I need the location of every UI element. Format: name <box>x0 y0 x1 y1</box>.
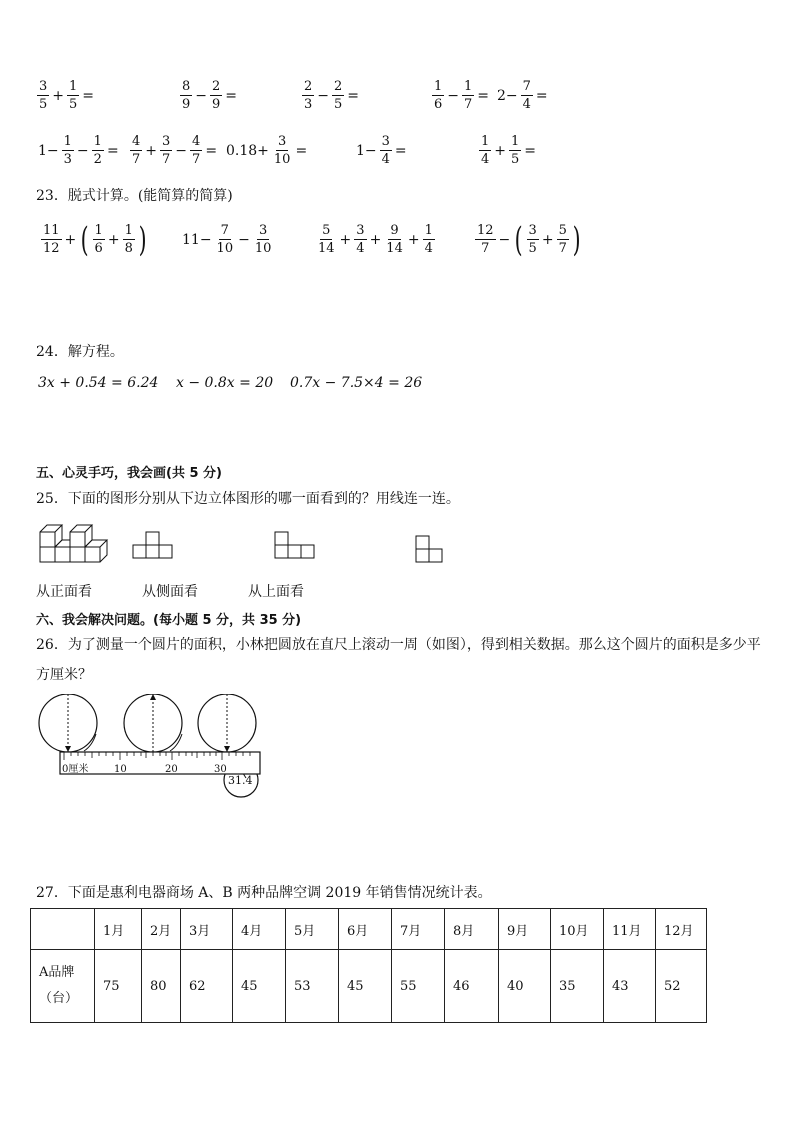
fraction <box>92 133 104 168</box>
calc-row1-3 <box>301 78 361 113</box>
operator: − <box>175 142 188 159</box>
numerator: 4 <box>192 134 201 149</box>
parenthesis: ( <box>514 219 523 260</box>
numerator: 3 <box>381 134 390 149</box>
denominator: 4 <box>522 97 531 112</box>
fraction <box>332 78 344 113</box>
fraction <box>215 222 236 257</box>
q25-label-side: 从侧面看 <box>142 584 198 600</box>
fraction <box>380 133 392 168</box>
denominator: 2 <box>93 152 102 167</box>
fraction <box>521 78 533 113</box>
section-5-heading: 五、心灵手巧，我会画(共 5 分) <box>36 466 222 481</box>
operator: − <box>195 87 208 104</box>
fraction <box>130 133 142 168</box>
q24-title: 24．解方程。 <box>36 344 124 360</box>
operator: = <box>477 87 490 104</box>
numerator: 8 <box>182 79 191 94</box>
month-cell: 8月 <box>445 909 499 950</box>
row-label-brand: A品牌 <box>39 965 75 980</box>
operator: 1− <box>38 142 59 159</box>
denominator: 10 <box>216 241 234 256</box>
denominator: 4 <box>381 152 390 167</box>
denominator: 5 <box>69 97 78 112</box>
denominator: 10 <box>273 152 291 167</box>
denominator: 4 <box>481 152 490 167</box>
operator: + <box>339 231 352 248</box>
fraction <box>180 78 192 113</box>
fraction <box>37 78 49 113</box>
denominator: 7 <box>481 241 490 256</box>
calc-row1-2 <box>179 78 239 113</box>
operator: = <box>82 87 95 104</box>
numerator: 2 <box>304 79 313 94</box>
q25-title: 25．下面的图形分别从下边立体图形的哪一面看到的？用线连一连。 <box>36 491 460 507</box>
q23-expr-2 <box>180 222 274 257</box>
view-front-figure <box>133 532 172 558</box>
calc-row2-1 <box>36 133 121 168</box>
denominator: 5 <box>334 97 343 112</box>
denominator: 8 <box>124 241 133 256</box>
month-cell: 12月 <box>656 909 707 950</box>
denominator: 3 <box>63 152 72 167</box>
denominator: 14 <box>318 241 335 256</box>
table-row <box>31 950 707 1023</box>
fraction <box>316 222 337 257</box>
q25-figures <box>36 516 456 576</box>
ruler-reading: 31.4 <box>228 774 253 787</box>
fraction <box>354 222 366 257</box>
ruler-tick-10: 10 <box>114 764 127 775</box>
sales-table <box>30 908 707 1023</box>
parenthesis: ) <box>572 219 581 260</box>
denominator: 4 <box>424 241 433 256</box>
denominator: 4 <box>356 241 365 256</box>
denominator: 7 <box>132 152 141 167</box>
fraction <box>93 222 105 257</box>
denominator: 9 <box>182 97 191 112</box>
denominator: 6 <box>434 97 443 112</box>
numerator: 3 <box>258 223 268 238</box>
q24-eq2: x − 0.8x = 20 <box>176 375 274 391</box>
fraction <box>432 78 444 113</box>
fraction <box>302 78 314 113</box>
operator: 2− <box>497 87 518 104</box>
fraction <box>41 222 62 257</box>
fraction <box>509 133 521 168</box>
solid-figure <box>40 525 107 562</box>
month-cell: 6月 <box>339 909 392 950</box>
operator: + <box>494 142 507 159</box>
q27-title: 27．下面是惠利电器商场 A、B 两种品牌空调 2019 年销售情况统计表。 <box>36 885 492 901</box>
parenthesis: ( <box>80 219 89 260</box>
denominator: 6 <box>94 241 103 256</box>
month-cell: 7月 <box>392 909 445 950</box>
numerator: 7 <box>522 79 531 94</box>
operator: 0.18+ <box>226 142 269 159</box>
view-side-figure <box>275 532 314 558</box>
calc-row2-2 <box>129 133 219 168</box>
table-corner-cell <box>31 909 95 950</box>
operator: − <box>76 142 89 159</box>
month-cell: 1月 <box>95 909 142 950</box>
operator: + <box>64 231 77 248</box>
ruler-tick-20: 20 <box>165 764 178 775</box>
operator: + <box>145 142 158 159</box>
numerator: 1 <box>511 134 520 149</box>
value-cell: 45 <box>339 950 392 1023</box>
q25-label-front: 从正面看 <box>36 584 92 600</box>
value-cell: 75 <box>95 950 142 1023</box>
month-cell: 2月 <box>142 909 181 950</box>
row-label-unit: （台） <box>39 991 79 1006</box>
denominator: 7 <box>464 97 473 112</box>
numerator: 4 <box>132 134 141 149</box>
q23-expr-3 <box>315 222 436 257</box>
month-cell: 9月 <box>499 909 551 950</box>
operator: = <box>347 87 360 104</box>
operator: = <box>205 142 218 159</box>
fraction <box>210 78 222 113</box>
denominator: 5 <box>511 152 520 167</box>
operator: = <box>524 142 537 159</box>
denominator: 3 <box>304 97 313 112</box>
fraction <box>479 133 491 168</box>
numerator: 1 <box>93 134 102 149</box>
numerator: 11 <box>43 223 60 238</box>
fraction <box>475 222 496 257</box>
numerator: 5 <box>558 223 567 238</box>
operator: = <box>225 87 238 104</box>
q23-title: 23．脱式计算。(能简算的简算) <box>36 188 233 204</box>
q24-eq1: 3x + 0.54 = 6.24 <box>38 375 159 391</box>
operator: − <box>317 87 330 104</box>
numerator: 1 <box>481 134 490 149</box>
value-cell: 62 <box>181 950 233 1023</box>
calc-row2-5 <box>478 133 538 168</box>
operator: − <box>447 87 460 104</box>
value-cell: 80 <box>142 950 181 1023</box>
value-cell: 35 <box>551 950 604 1023</box>
operator: = <box>106 142 119 159</box>
calc-row1-5 <box>495 78 550 113</box>
fraction <box>423 222 435 257</box>
operator: + <box>369 231 382 248</box>
fraction <box>190 133 202 168</box>
numerator: 3 <box>528 223 537 238</box>
calc-row1-4 <box>431 78 491 113</box>
denominator: 14 <box>386 241 403 256</box>
numerator: 1 <box>124 223 133 238</box>
section-6-heading: 六、我会解决问题。(每小题 5 分，共 35 分) <box>36 613 302 628</box>
month-cell: 10月 <box>551 909 604 950</box>
value-cell: 53 <box>286 950 339 1023</box>
parenthesis: ) <box>138 219 147 260</box>
operator: = <box>394 142 407 159</box>
fraction <box>253 222 274 257</box>
value-cell: 45 <box>233 950 286 1023</box>
denominator: 7 <box>162 152 171 167</box>
operator: = <box>535 87 548 104</box>
ruler-tick-30: 30 <box>214 764 227 775</box>
value-cell: 55 <box>392 950 445 1023</box>
ruler-tick-0: 0厘米 <box>62 764 89 775</box>
fraction <box>557 222 569 257</box>
numerator: 1 <box>63 134 72 149</box>
numerator: 3 <box>39 79 48 94</box>
month-cell: 3月 <box>181 909 233 950</box>
calc-row2-4 <box>354 133 409 168</box>
operator: = <box>295 142 308 159</box>
month-cell: 5月 <box>286 909 339 950</box>
fraction <box>62 133 74 168</box>
fraction <box>123 222 135 257</box>
q25-label-top: 从上面看 <box>248 584 304 600</box>
denominator: 7 <box>558 241 567 256</box>
value-cell: 40 <box>499 950 551 1023</box>
value-cell: 52 <box>656 950 707 1023</box>
month-cell: 4月 <box>233 909 286 950</box>
operator: + <box>407 231 420 248</box>
denominator: 12 <box>43 241 60 256</box>
numerator: 9 <box>390 223 399 238</box>
numerator: 1 <box>69 79 78 94</box>
fraction <box>160 133 172 168</box>
q26-ruler-figure <box>36 694 266 798</box>
fraction <box>384 222 405 257</box>
fraction <box>67 78 79 113</box>
operator: 1− <box>356 142 377 159</box>
month-cell: 11月 <box>604 909 656 950</box>
row-label-cell <box>31 950 95 1023</box>
value-cell: 46 <box>445 950 499 1023</box>
operator: + <box>52 87 65 104</box>
fraction <box>527 222 539 257</box>
numerator: 2 <box>334 79 343 94</box>
fraction <box>462 78 474 113</box>
denominator: 10 <box>254 241 272 256</box>
numerator: 1 <box>464 79 473 94</box>
operator: + <box>107 231 120 248</box>
q23-expr-4 <box>474 219 583 260</box>
operator: 11− <box>182 231 212 248</box>
numerator: 3 <box>162 134 171 149</box>
q26-line2: 方厘米？ <box>36 667 92 683</box>
q26-line1: 26．为了测量一个圆片的面积，小林把圆放在直尺上滚动一周（如图），得到相关数据。那么这个圆片的面积是多少平 <box>36 637 761 653</box>
numerator: 12 <box>477 223 494 238</box>
operator: − <box>238 231 250 248</box>
numerator: 1 <box>424 223 433 238</box>
q24-eq3: 0.7x − 7.5×4 = 26 <box>290 375 423 391</box>
numerator: 1 <box>94 223 103 238</box>
q23-expr-1 <box>40 219 149 260</box>
denominator: 9 <box>212 97 221 112</box>
numerator: 7 <box>220 223 229 238</box>
operator: − <box>498 231 511 248</box>
calc-row2-3 <box>224 133 309 168</box>
numerator: 5 <box>322 223 331 238</box>
table-header-row <box>31 909 707 950</box>
calc-row1-1 <box>36 78 96 113</box>
denominator: 5 <box>528 241 537 256</box>
denominator: 5 <box>39 97 48 112</box>
numerator: 2 <box>212 79 221 94</box>
fraction <box>272 133 293 168</box>
numerator: 3 <box>356 223 365 238</box>
denominator: 7 <box>192 152 201 167</box>
operator: + <box>541 231 554 248</box>
value-cell: 43 <box>604 950 656 1023</box>
numerator: 1 <box>434 79 443 94</box>
numerator: 3 <box>278 134 287 149</box>
view-top-figure <box>416 536 442 562</box>
